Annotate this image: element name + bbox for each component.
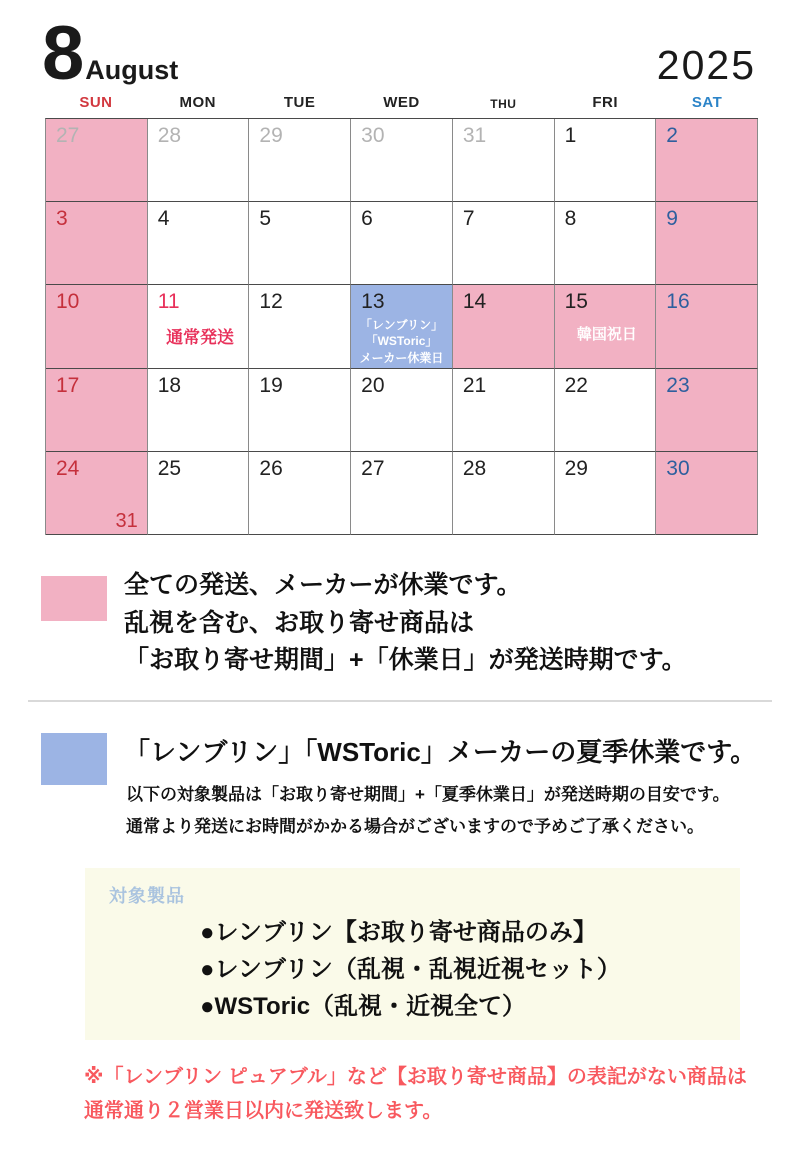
day-number: 30 [666, 456, 690, 480]
target-products-list [200, 914, 621, 1026]
day-number: 7 [462, 207, 475, 231]
day-number: 27 [361, 456, 385, 480]
blue-legend-swatch [41, 733, 107, 785]
day-cell-25 [148, 452, 250, 535]
day-number: 18 [157, 373, 182, 397]
day-number: 10 [56, 290, 80, 314]
day-number: 1 [564, 124, 577, 147]
weekday-row [45, 94, 758, 111]
day-number: 29 [259, 124, 283, 147]
day-cell-8 [555, 202, 657, 285]
day-cell-19 [249, 369, 351, 452]
day-cell-30 [656, 452, 758, 535]
day-number: 21 [462, 373, 487, 397]
target-products-box [85, 868, 740, 1040]
day-cell-29 [249, 119, 351, 202]
day-number: 29 [564, 456, 588, 480]
day-number: 25 [157, 456, 182, 480]
day-number: 4 [157, 207, 170, 231]
day-cell-4 [148, 202, 250, 285]
footnote-line: ※「レンブリン ピュアブル」など【お取り寄せ商品】の表記がない商品は [84, 1066, 747, 1088]
day-cell-21 [453, 369, 555, 452]
day-cell-7 [453, 202, 555, 285]
day-cell-27 [46, 119, 148, 202]
day-cell-12 [249, 285, 351, 368]
pink-legend-line: 全ての発送、メーカーが休業です。 [124, 571, 522, 599]
day-note: 「レンブリン」 「WSToric」 メーカー休業日 [359, 317, 444, 366]
day-number: 26 [259, 456, 283, 480]
day-number: 17 [56, 373, 80, 397]
pink-legend-line: 乱視を含む、お取り寄せ商品は [124, 608, 475, 637]
day-number: 6 [361, 207, 373, 231]
day-number: 30 [361, 124, 385, 147]
weekday-thu: THU [490, 97, 517, 111]
blue-legend-subtext [126, 779, 730, 844]
section-divider [28, 700, 772, 702]
day-cell-22 [555, 369, 657, 452]
day-cell-15 [555, 285, 657, 368]
target-products-label: 対象製品 [109, 886, 185, 906]
blue-legend-line: 以下の対象製品は「お取り寄せ期間」+「夏季休業日」が発送時期の目安です。 [126, 785, 730, 804]
day-number: 22 [564, 373, 588, 397]
day-number: 28 [157, 124, 182, 147]
day-cell-13 [351, 285, 453, 368]
day-cell-20 [351, 369, 453, 452]
day-cell-16 [656, 285, 758, 368]
month-number: 8 [42, 11, 83, 96]
weekday-sat: SAT [691, 94, 723, 111]
day-number: 27 [56, 124, 80, 147]
pink-legend-text [124, 567, 687, 680]
day-note: 通常発送 [166, 327, 235, 347]
day-number: 11 [157, 290, 180, 314]
calendar-grid [45, 118, 758, 535]
day-cell-3 [46, 202, 148, 285]
day-cell-30 [351, 119, 453, 202]
day-cell-14 [453, 285, 555, 368]
day-cell-17 [46, 369, 148, 452]
weekday-fri: FRI [592, 94, 619, 111]
day-number: 16 [666, 290, 690, 314]
day-cell-5 [249, 202, 351, 285]
day-cell-31 [453, 119, 555, 202]
day-cell-11 [148, 285, 250, 368]
day-number: 9 [666, 207, 678, 231]
day-number: 28 [462, 456, 487, 480]
day-note: 韓国祝日 [576, 325, 637, 343]
day-number: 15 [564, 290, 588, 314]
day-number: 20 [361, 373, 385, 397]
day-number: 24 [56, 456, 80, 480]
day-cell-28 [148, 119, 250, 202]
blue-legend-title: 「レンブリン」「WSToric」メーカーの夏季休業です。 [124, 737, 757, 767]
target-product-item: ●WSToric（乱視・近視全て） [200, 993, 527, 1021]
day-cell-18 [148, 369, 250, 452]
day-cell-28 [453, 452, 555, 535]
day-cell-2 [656, 119, 758, 202]
day-cell-27 [351, 452, 453, 535]
day-number: 3 [56, 207, 68, 231]
day-number: 23 [666, 373, 690, 397]
shipping-footnote [84, 1060, 747, 1128]
blue-legend-line: 通常より発送にお時間がかかる場合がございますので予めご了承ください。 [126, 817, 704, 837]
target-product-item: ●レンブリン【お取り寄せ商品のみ】 [200, 919, 597, 946]
day-cell-10 [46, 285, 148, 368]
day-cell-23 [656, 369, 758, 452]
month-name: August [85, 55, 179, 85]
weekday-mon: MON [179, 94, 217, 111]
day-number: 19 [259, 373, 283, 397]
day-cell-9 [656, 202, 758, 285]
day-number: 13 [361, 290, 385, 314]
overflow-day-number: 31 [115, 509, 138, 532]
day-cell-1 [555, 119, 657, 202]
year-label: 2025 [656, 42, 756, 88]
calendar-header [42, 11, 756, 96]
day-number: 2 [666, 124, 678, 147]
weekday-wed: WED [383, 94, 420, 111]
footnote-line: 通常通り２営業日以内に発送致します。 [84, 1100, 443, 1122]
weekday-tue: TUE [283, 94, 316, 111]
day-number: 8 [564, 207, 577, 231]
day-cell-29 [555, 452, 657, 535]
day-number: 31 [462, 124, 487, 147]
pink-legend-line: 「お取り寄せ期間」+「休業日」が発送時期です。 [124, 646, 687, 674]
day-number: 12 [259, 290, 283, 314]
day-cell-6 [351, 202, 453, 285]
day-cell-24 [46, 452, 148, 535]
day-cell-26 [249, 452, 351, 535]
day-number: 5 [259, 207, 272, 231]
weekday-sun: SUN [79, 94, 113, 111]
target-product-item: ●レンブリン（乱視・乱視近視セット） [200, 956, 621, 984]
day-number: 14 [462, 290, 487, 314]
pink-legend-swatch [41, 576, 107, 621]
